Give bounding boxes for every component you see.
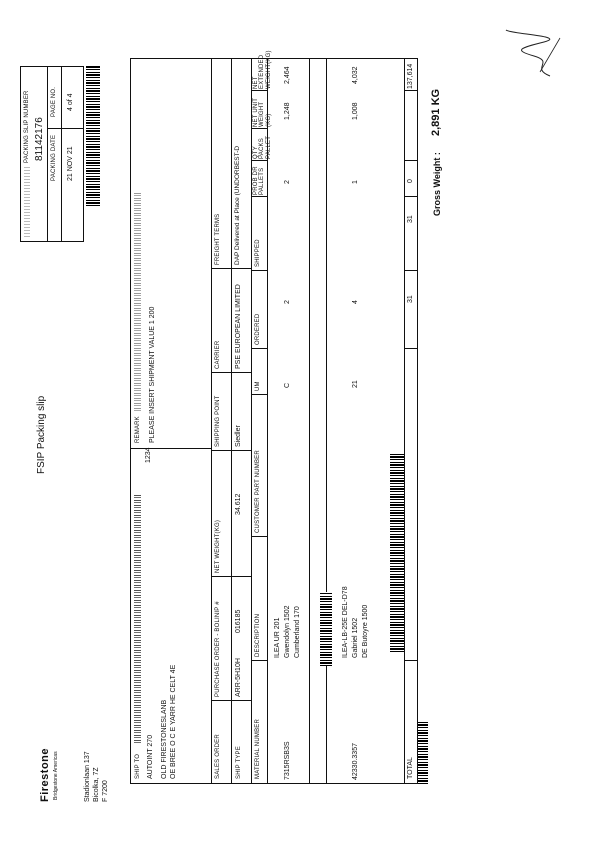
net-extended-weight-header: NET EXTENDED WEIGHT(KG) — [253, 50, 272, 89]
um-header: UM — [255, 381, 261, 391]
freight-terms-value: DAP Delivered at Place (UNDORBEST-D — [234, 145, 241, 265]
item-2-desc-1: ILEA-LB-25E DEL-D78 — [342, 586, 349, 658]
total-pallets: 0 — [407, 179, 414, 183]
box-noise — [24, 167, 30, 237]
totals-row — [404, 58, 418, 784]
company-logo: Firestone — [39, 747, 51, 802]
remark-label: REMARK — [135, 416, 141, 443]
item-1-desc-1: ILEA UR 201 — [274, 617, 281, 658]
page-no-label: PAGE NO. — [51, 86, 57, 117]
ship-to-name: AUTOINT 270 — [147, 734, 154, 779]
item-1-unit-weight: 1,248 — [284, 102, 291, 120]
material-number-header: MATERIAL NUMBER — [255, 718, 261, 779]
item-2-ext-weight: 4,032 — [352, 66, 359, 84]
packing-slip-barcode — [86, 66, 100, 206]
item-1-ordered: 2 — [284, 300, 291, 304]
total-ordered: 31 — [407, 295, 414, 303]
total-label: TOTAL — [407, 757, 414, 779]
ship-type-label: SHIP TYPE — [236, 746, 242, 779]
shipping-point-header: SHIPPING POINT — [215, 395, 221, 447]
shipping-point-value: Siedler — [235, 425, 242, 447]
line-item-2 — [338, 58, 398, 784]
ordered-header: ORDERED — [255, 313, 261, 345]
item-2-ordered: 4 — [352, 300, 359, 304]
purchase-order-header: PURCHASE ORDER - BOLINIP # — [215, 601, 221, 697]
ship-to-label: SHIP TO — [135, 753, 141, 779]
company-address-line-1: Stadionlaan 137 — [84, 751, 91, 802]
ship-to-code: 1234 — [145, 447, 152, 463]
net-unit-weight-header: NET UNIT WEIGHT (KG) — [253, 97, 272, 127]
freight-terms-header: FREIGHT TERMS — [215, 213, 221, 265]
ship-to-line-1: OLD FIRESTONESLANB — [161, 699, 168, 779]
item-1-material: 7315RSB3S — [284, 741, 291, 780]
net-weight-header: NET WEIGHT(KG) — [215, 519, 221, 573]
item-2-desc-2: Gabriel 1502 — [352, 617, 359, 658]
item-1-ext-weight: 2,464 — [284, 66, 291, 84]
company-logo-subtitle: Bridgestone Americas — [53, 751, 59, 800]
item-1-pallets: 2 — [284, 180, 291, 184]
item-2-unit-weight: 1,008 — [352, 102, 359, 120]
item-1-um: C — [284, 382, 291, 388]
item-1-barcode — [320, 592, 332, 666]
packing-date: 21 NOV 21 — [67, 146, 74, 181]
pallets-header: PROB DR PALLETS — [253, 166, 266, 195]
document-title: FSIP Packing slip — [36, 395, 47, 474]
total-shipped: 31 — [407, 215, 414, 223]
sales-order-header: SALES ORDER — [215, 734, 221, 779]
page-number: 4 of 4 — [67, 93, 74, 111]
ship-to-noise — [134, 493, 141, 743]
description-header: DESCRIPTION — [255, 613, 261, 657]
purchase-order-value: 016185 — [235, 609, 242, 633]
item-2-desc-3: DE Butoyre 1500 — [362, 604, 369, 658]
sales-order-value: ARR-5H10H — [235, 658, 242, 697]
gross-weight-value: 2,891 KG — [430, 88, 442, 136]
customer-part-header: CUSTOMER PART NUMBER — [255, 450, 261, 533]
company-address-line-3: F 7200 — [102, 780, 109, 802]
ship-to-line-2: OE BREE O C E YARR HE CELT 4E — [170, 664, 177, 779]
company-address-line-2: Bicolka, 7Z — [93, 767, 100, 802]
signature — [500, 26, 570, 82]
qty-packs-header: QTY PACKS PALLET — [253, 135, 272, 159]
item-2-barcode — [390, 452, 404, 652]
remark-noise — [134, 191, 141, 411]
remark-text: PLEASE INSERT SHIPMENT VALUE 1 200 — [149, 306, 156, 443]
packing-slip-box — [20, 66, 84, 242]
item-2-material: 42330.3357 — [352, 743, 359, 780]
packing-slip-number-label: PACKING SLIP NUMBER — [24, 90, 30, 163]
gross-weight-label: Gross Weight : — [432, 152, 442, 216]
shipped-header: SHIPPED — [255, 239, 261, 267]
net-weight-value: 34.612 — [235, 493, 242, 515]
total-weight: 137,614 — [407, 63, 414, 89]
line-item-1 — [270, 58, 330, 784]
total-barcode — [418, 720, 428, 784]
item-2-pallets: 1 — [352, 180, 359, 184]
item-1-desc-3: Cumberland 170 — [294, 606, 301, 658]
packing-date-label: PACKING DATE — [51, 134, 57, 181]
carrier-header: CARRIER — [215, 340, 221, 369]
item-2-um: 21 — [352, 380, 359, 388]
item-1-desc-2: Gwendolyn 1502 — [284, 605, 291, 658]
packing-slip-number: 81142176 — [34, 117, 45, 161]
carrier-value: PSE EUROPEAN LIMITED — [235, 284, 242, 369]
